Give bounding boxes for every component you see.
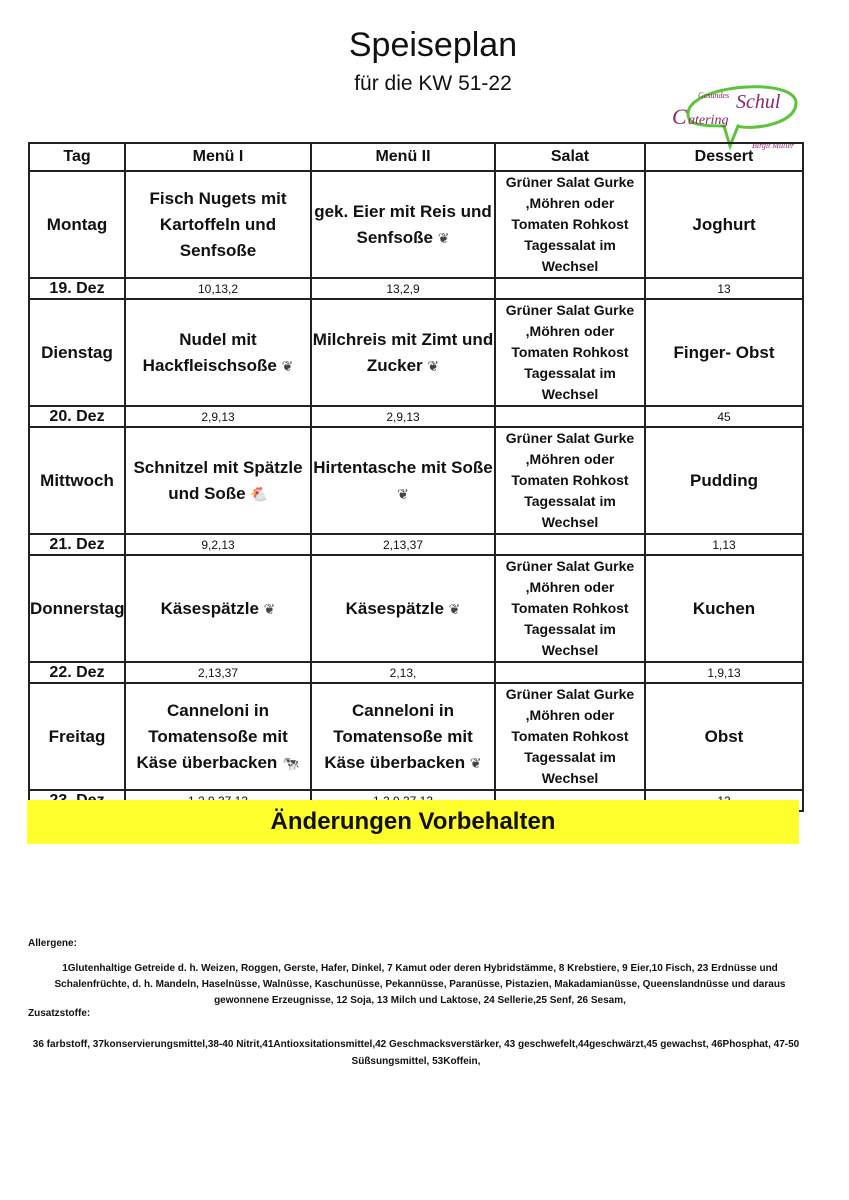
dessert-allergen-codes: 45	[645, 406, 803, 427]
vegetable-icon: ❦	[448, 600, 461, 617]
svg-text:atering: atering	[688, 113, 729, 128]
menu1-allergen-codes: 9,2,13	[125, 534, 311, 555]
allergen-label: Allergene:	[28, 938, 77, 949]
day-date: 20. Dez	[29, 406, 125, 427]
chicken-icon: 🐔	[250, 485, 268, 502]
cow-icon: 🐄	[282, 754, 300, 771]
day-date: 22. Dez	[29, 662, 125, 683]
salad-text: Grüner Salat Gurke ,Möhren oder Tomaten Rohkost Tagessalat im Wechsel	[495, 555, 645, 662]
day-name: Freitag	[29, 683, 125, 790]
dessert-text: Obst	[645, 683, 803, 790]
day-name: Mittwoch	[29, 427, 125, 534]
salad-allergen-codes	[495, 662, 645, 683]
svg-text:C: C	[672, 104, 687, 129]
page-title: Speiseplan	[348, 26, 518, 64]
additive-legend: 36 farbstoff, 37konservierungsmittel,38-40 Nitrit,41Antioxsitationsmittel,42 Geschmacksverstärker, 43 geschwefelt,44geschwärzt,45 gewachst, 46Phosphat, 47-50 Süßsungsmittel, 53Koffein,	[32, 1039, 800, 1067]
svg-text:Schul: Schul	[736, 91, 781, 113]
day-row	[29, 299, 803, 406]
week-subtitle: für die KW 51-22	[354, 72, 512, 95]
dessert-text: Finger- Obst	[645, 299, 803, 406]
menu1-allergen-codes: 2,13,37	[125, 662, 311, 683]
salad-text: Grüner Salat Gurke ,Möhren oder Tomaten Rohkost Tagessalat im Wechsel	[495, 299, 645, 406]
menu1-allergen-codes: 10,13,2	[125, 278, 311, 299]
menu1-dish	[125, 299, 311, 406]
menu1-dish	[125, 427, 311, 534]
day-name: Donnerstag	[29, 555, 125, 662]
dessert-text: Pudding	[645, 427, 803, 534]
vegetable-icon: ❦	[397, 485, 409, 502]
vegetable-icon: ❦	[281, 357, 294, 374]
changes-reserved-banner: Änderungen Vorbehalten	[27, 800, 799, 844]
date-row	[29, 406, 803, 427]
date-row	[29, 278, 803, 299]
menu2-allergen-codes: 2,13,	[311, 662, 495, 683]
column-header-dessert: Dessert	[645, 143, 803, 171]
date-row	[29, 534, 803, 555]
salad-text: Grüner Salat Gurke ,Möhren oder Tomaten Rohkost Tagessalat im Wechsel	[495, 683, 645, 790]
salad-allergen-codes	[495, 278, 645, 299]
column-header-menu2: Menü II	[311, 143, 495, 171]
menu1-dish	[125, 555, 311, 662]
vegetable-icon: ❦	[263, 600, 276, 617]
dish-text: Canneloni in Tomatensoße mit Käse überbacken	[136, 700, 288, 772]
day-date: 21. Dez	[29, 534, 125, 555]
table-header-row	[29, 143, 803, 171]
column-header-menu1: Menü I	[125, 143, 311, 171]
svg-text:Gesundes: Gesundes	[698, 91, 730, 100]
date-row	[29, 662, 803, 683]
salad-text: Grüner Salat Gurke ,Möhren oder Tomaten Rohkost Tagessalat im Wechsel	[495, 427, 645, 534]
dessert-allergen-codes: 1,13	[645, 534, 803, 555]
menu1-dish: Fisch Nugets mit Kartoffeln und Senfsoße	[125, 171, 311, 278]
vegetable-icon: ❦	[427, 357, 440, 374]
vegetable-icon: ❦	[437, 229, 450, 246]
day-row	[29, 171, 803, 278]
menu1-allergen-codes: 2,9,13	[125, 406, 311, 427]
dessert-text: Kuchen	[645, 555, 803, 662]
dish-text: Canneloni in Tomatensoße mit Käse überbacken	[324, 700, 473, 772]
menu2-allergen-codes: 13,2,9	[311, 278, 495, 299]
dish-text: Käsespätzle	[160, 598, 259, 618]
allergen-legend: 1Glutenhaltige Getreide d. h. Weizen, Roggen, Gerste, Hafer, Dinkel, 7 Kamut oder deren Hybridstämme, 8 Krebstiere, 9 Eier,10 Fisch, 23 Erdnüsse und Schalenfrüchte, d. h. Mandeln, Haselnüsse, Walnüsse, Kaschunüsse, Pekannüsse, Paranüsse, Pistazien, Makadamianüsse, Queenslandnüsse und daraus gewonnene Erzeugnisse, 12 Soja, 13 Milch und Laktose, 24 Sellerie,25 Senf, 26 Sesam,	[54, 963, 786, 1006]
day-name: Dienstag	[29, 299, 125, 406]
dish-text: gek. Eier mit Reis und Senfsoße	[314, 201, 492, 247]
additive-label: Zusatzstoffe:	[28, 1008, 91, 1019]
menu2-dish	[311, 171, 495, 278]
menu2-dish	[311, 555, 495, 662]
vegetable-icon: ❦	[469, 754, 482, 771]
day-name: Montag	[29, 171, 125, 278]
salad-allergen-codes	[495, 534, 645, 555]
dish-text: Milchreis mit Zimt und Zucker	[312, 329, 494, 375]
menu2-dish	[311, 427, 495, 534]
day-row	[29, 683, 803, 790]
dish-text: Käsespätzle	[345, 598, 444, 618]
dessert-allergen-codes: 1,9,13	[645, 662, 803, 683]
svg-text:Birgit Müller: Birgit Müller	[752, 141, 795, 150]
column-header-day: Tag	[29, 143, 125, 171]
column-header-salad: Salat	[495, 143, 645, 171]
day-date: 19. Dez	[29, 278, 125, 299]
menu2-allergen-codes: 2,9,13	[311, 406, 495, 427]
dish-text: Hirtentasche mit Soße	[313, 457, 493, 477]
day-row	[29, 427, 803, 534]
menu1-dish	[125, 683, 311, 790]
menu2-allergen-codes: 2,13,37	[311, 534, 495, 555]
menu-table	[28, 142, 804, 812]
dessert-text: Joghurt	[645, 171, 803, 278]
dish-text: Nudel mit Hackfleischsoße	[142, 329, 277, 375]
menu2-dish	[311, 299, 495, 406]
day-row	[29, 555, 803, 662]
salad-allergen-codes	[495, 406, 645, 427]
dish-text: Schnitzel mit Spätzle und Soße	[133, 457, 303, 503]
salad-text: Grüner Salat Gurke ,Möhren oder Tomaten Rohkost Tagessalat im Wechsel	[495, 171, 645, 278]
menu2-dish	[311, 683, 495, 790]
dessert-allergen-codes: 13	[645, 278, 803, 299]
